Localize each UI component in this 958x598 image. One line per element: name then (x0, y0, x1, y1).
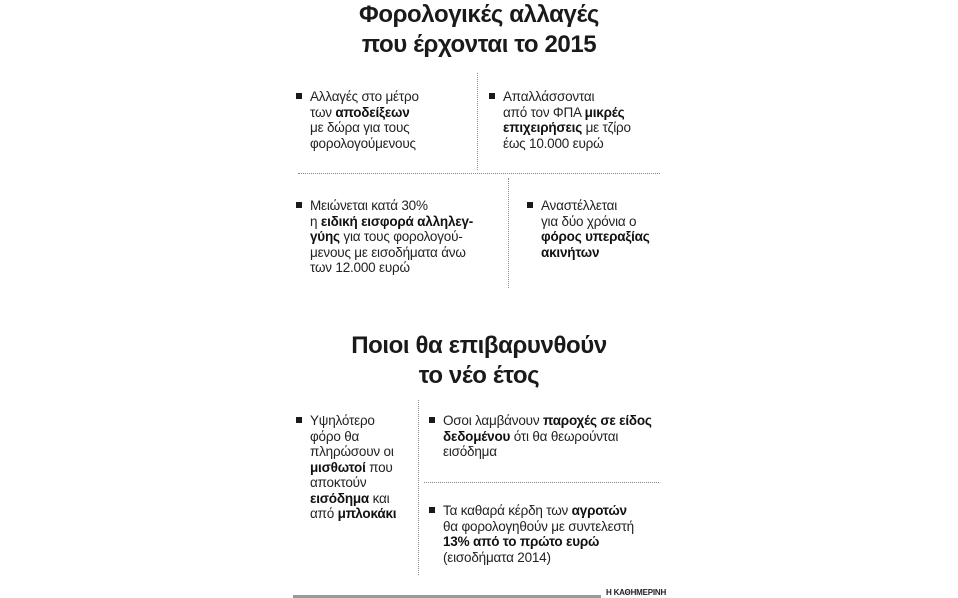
section1-horizontal-divider (298, 173, 660, 174)
section1-vertical-divider-top (477, 73, 478, 170)
item-text-line: θα φορολογηθούν με συντελεστή (443, 518, 634, 534)
burden-item-benefits-in-kind (443, 413, 652, 460)
item-text-line: έως 10.000 ευρώ (503, 135, 604, 151)
heading-line-2: το νέο έτος (418, 362, 540, 389)
item-text-line: μισθωτοί που (310, 459, 393, 475)
bullet-square-icon (296, 93, 302, 99)
section1-vertical-divider-bottom (508, 178, 509, 288)
item-text-line: Τα καθαρά κέρδη των αγροτών (443, 503, 627, 518)
item-text-line: ακινήτων (541, 244, 600, 260)
bullet-square-icon (296, 417, 302, 423)
item-text-line: από τον ΦΠΑ μικρές (503, 104, 625, 120)
change-item-vat-exemption (503, 89, 631, 151)
item-text-line: γύης για τους φορολογού- (310, 229, 463, 244)
bullet-square-icon (429, 417, 435, 423)
item-text-line: των 12.000 ευρώ (310, 260, 410, 275)
bullet-square-icon (296, 202, 302, 208)
section2-vertical-divider (418, 400, 419, 575)
heading-who-pays-more (0, 331, 958, 391)
change-item-receipts (310, 89, 419, 151)
bullet-square-icon (527, 202, 533, 208)
item-text-line: φορολογούμενους (310, 135, 416, 151)
change-item-solidarity-levy (310, 198, 473, 276)
change-item-capital-gains-tax (541, 198, 650, 260)
item-text-line: για δύο χρόνια ο (541, 213, 637, 229)
item-text-line: εισόδημα (443, 444, 497, 459)
source-credit: Η ΚΑΘΗΜΕΡΙΝΗ (606, 588, 667, 597)
item-text-line: επιχειρήσεις με τζίρο (503, 120, 631, 135)
item-text-line: η ειδική εισφορά αλληλεγ- (310, 213, 474, 229)
heading-line-1: Ποιοι θα επιβαρυνθούν (351, 332, 607, 359)
item-text-line: Υψηλότερο (310, 413, 375, 428)
heading-line-2: που έρχονται το 2015 (361, 31, 597, 58)
item-text-line: αποκτούν (310, 475, 367, 490)
item-text-line: Απαλλάσσονται (503, 89, 595, 104)
item-text-line: 13% από το πρώτο ευρώ (443, 534, 600, 549)
section2-horizontal-divider (424, 482, 659, 483)
item-text-line: μενους με εισοδήματα άνω (310, 244, 466, 260)
item-text-line: Αναστέλλεται (541, 198, 618, 213)
item-text-line: Αλλαγές στο μέτρο (310, 89, 419, 104)
item-text-line: φόρο θα (310, 428, 360, 444)
burden-item-farmers (443, 503, 634, 565)
item-text-line: φόρος υπεραξίας (541, 229, 650, 244)
item-text-line: από μπλοκάκι (310, 506, 397, 521)
heading-tax-changes-2015 (0, 0, 958, 60)
item-text-line: Οσοι λαμβάνουν παροχές σε είδος (443, 413, 652, 428)
item-text-line: των αποδείξεων (310, 104, 410, 120)
bullet-square-icon (429, 507, 435, 513)
bullet-square-icon (489, 93, 495, 99)
item-text-line: εισόδημα και (310, 490, 390, 506)
item-text-line: δεδομένου ότι θα θεωρούνται (443, 428, 619, 444)
item-text-line: με δώρα για τους (310, 120, 410, 135)
item-text-line: Μειώνεται κατά 30% (310, 198, 428, 213)
heading-line-1: Φορολογικές αλλαγές (359, 1, 599, 28)
item-text-line: (εισοδήματα 2014) (443, 549, 551, 565)
item-text-line: πληρώσουν οι (310, 444, 394, 459)
burden-item-employees (310, 413, 396, 522)
